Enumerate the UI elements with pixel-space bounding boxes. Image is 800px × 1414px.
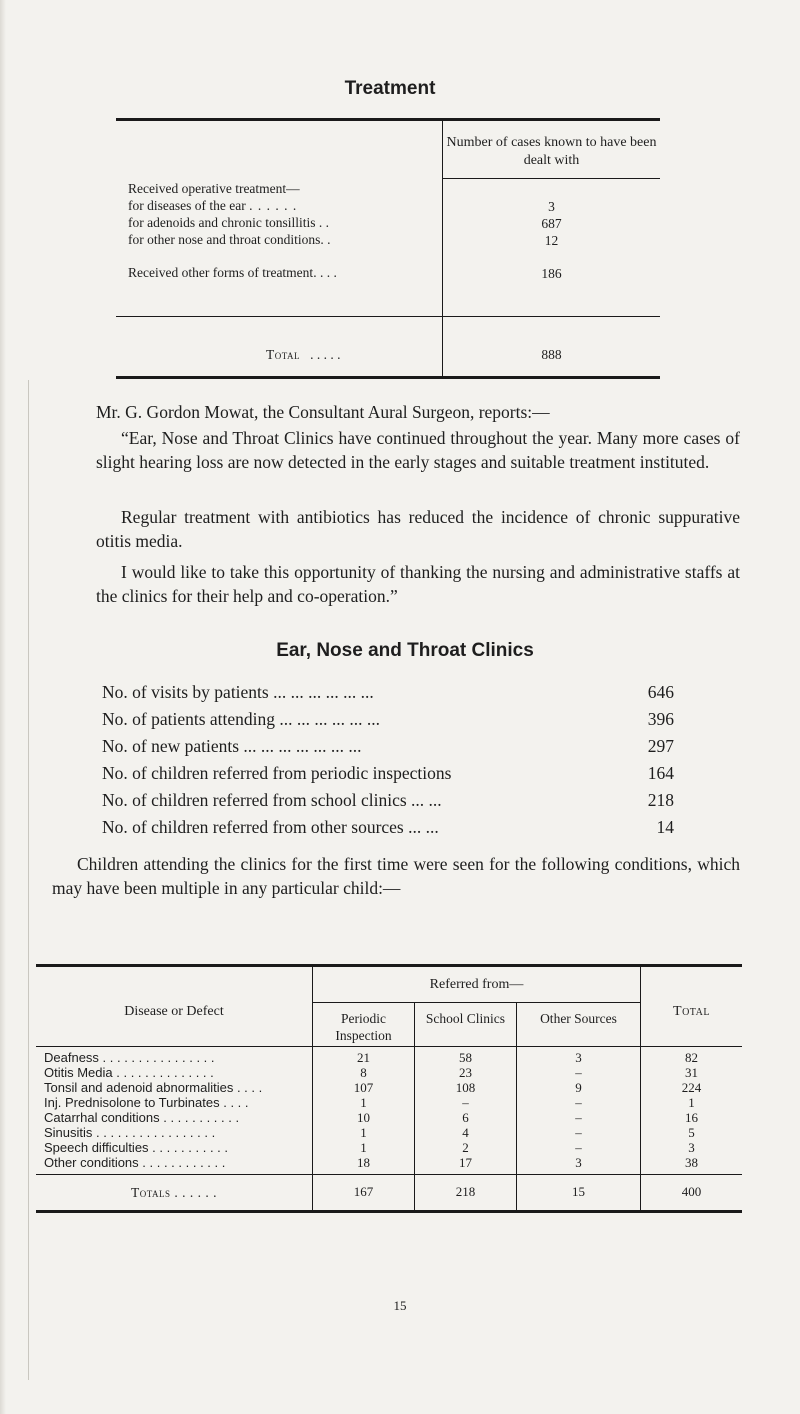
- table-cell: 1: [360, 1140, 367, 1155]
- school-column-header: School Clinics: [425, 1011, 506, 1026]
- page-edge: [0, 0, 6, 1414]
- report-paragraph-2: Regular treatment with antibiotics has reduced the incidence of chronic suppurative otitis media.: [96, 507, 740, 551]
- table-row-label: Tonsil and adenoid abnormalities . . . .: [44, 1080, 263, 1095]
- periodic-column-header: Periodic Inspection: [335, 1011, 392, 1043]
- table-cell: 23: [459, 1065, 472, 1080]
- ent-clinics-heading: Ear, Nose and Throat Clinics: [276, 640, 534, 661]
- table-cell: 1: [360, 1125, 367, 1140]
- table-rule-bottom: [116, 376, 660, 379]
- other-column-header: Other Sources: [540, 1011, 617, 1026]
- table-cell: 2: [462, 1140, 469, 1155]
- treatment-table: [116, 118, 660, 380]
- table-cell: 1: [360, 1095, 367, 1110]
- conditions-table-lower: [36, 964, 742, 1214]
- table-cell: 108: [455, 1080, 476, 1095]
- table-cell: 31: [685, 1065, 698, 1080]
- table-cell: –: [575, 1140, 582, 1155]
- table-cell: 9: [575, 1080, 582, 1095]
- section-label: Received operative treatment—: [128, 181, 300, 196]
- table-cell: 1: [688, 1095, 695, 1110]
- table-cell: 58: [459, 1050, 472, 1065]
- table-cell: 21: [357, 1050, 370, 1065]
- table-cell: 16: [685, 1110, 698, 1125]
- table-cell: 8: [360, 1065, 367, 1080]
- table-row-value: 687: [541, 216, 562, 231]
- total-column-header: Total: [673, 1004, 710, 1019]
- table-cell: 38: [685, 1155, 698, 1170]
- table-cell: 224: [681, 1080, 702, 1095]
- table-cell: 6: [462, 1110, 469, 1125]
- table-row-label: Speech difficulties . . . . . . . . . . .: [44, 1140, 229, 1155]
- cases-column-header: Number of cases known to have been dealt with: [446, 135, 657, 168]
- table-row-label: Sinusitis . . . . . . . . . . . . . . . . .: [44, 1125, 216, 1140]
- disease-column-header: Disease or Defect: [124, 1004, 224, 1019]
- table-row-label: Deafness . . . . . . . . . . . . . . . .: [44, 1050, 215, 1065]
- table-row-label: Inj. Prednisolone to Turbinates . . . .: [44, 1095, 249, 1110]
- table-row-label: for adenoids and chronic tonsillitis . .: [128, 215, 329, 230]
- table-row-label: Catarrhal conditions . . . . . . . . . . .: [44, 1110, 240, 1125]
- table-cell: –: [575, 1065, 582, 1080]
- table-row-label: Other conditions . . . . . . . . . . . .: [44, 1155, 226, 1170]
- table-cell: 5: [688, 1125, 695, 1140]
- table-row-value: 186: [541, 266, 562, 281]
- totals-cell: 400: [681, 1184, 702, 1199]
- table-row-value: 12: [544, 233, 559, 248]
- table-cell: 107: [353, 1080, 374, 1095]
- report-paragraph-3: I would like to take this opportunity of thanking the nursing and administrative staffs at the clinics for their help and co-operation.”: [96, 562, 740, 606]
- table-cell: –: [575, 1110, 582, 1125]
- table-row-label: Otitis Media . . . . . . . . . . . . . .: [44, 1065, 214, 1080]
- scan-artifact-line: [28, 380, 29, 1380]
- conditions-note: Children attending the clinics for the first time were seen for the following conditions, which may have been multiple in any particular child:—: [52, 854, 740, 898]
- table-cell: 82: [685, 1050, 698, 1065]
- totals-cell: 167: [353, 1184, 374, 1199]
- header-underline: [443, 178, 660, 179]
- totals-label-text: Totals . . . . . .: [130, 1185, 218, 1200]
- totals-cell: 218: [455, 1184, 476, 1199]
- report-paragraph-1: “Ear, Nose and Throat Clinics have continued throughout the year. Many more cases of slight hearing loss are now detected in the early stages and suitable treatment instituted.: [96, 428, 740, 472]
- table-row-label: Received other forms of treatment. . . .: [128, 265, 337, 280]
- table-cell: –: [462, 1095, 469, 1110]
- referred-from-header: Referred from—: [429, 977, 524, 992]
- table-cell: –: [575, 1095, 582, 1110]
- table-cell: –: [575, 1125, 582, 1140]
- table-cell: 10: [357, 1110, 370, 1125]
- table-rule-top: [116, 118, 660, 121]
- table-row-label: for diseases of the ear . . . . . .: [128, 198, 298, 213]
- table-cell: 4: [462, 1125, 469, 1140]
- report-intro: Mr. G. Gordon Mowat, the Consultant Aural Surgeon, reports:—: [96, 402, 550, 422]
- table-row-value: 3: [548, 199, 555, 214]
- table-cell: 3: [688, 1140, 695, 1155]
- total-separator: [116, 316, 660, 317]
- total-value: 888: [541, 347, 562, 362]
- table-cell: 17: [459, 1155, 472, 1170]
- table-cell: 3: [575, 1050, 582, 1065]
- totals-cell: 15: [572, 1184, 585, 1199]
- table-row-label: for other nose and throat conditions. .: [128, 232, 331, 247]
- page-number: 15: [393, 1298, 407, 1313]
- table-cell: 3: [575, 1155, 582, 1170]
- page-title: Treatment: [344, 78, 436, 99]
- total-label: Total . . . . .: [266, 347, 341, 362]
- table-cell: 18: [357, 1155, 370, 1170]
